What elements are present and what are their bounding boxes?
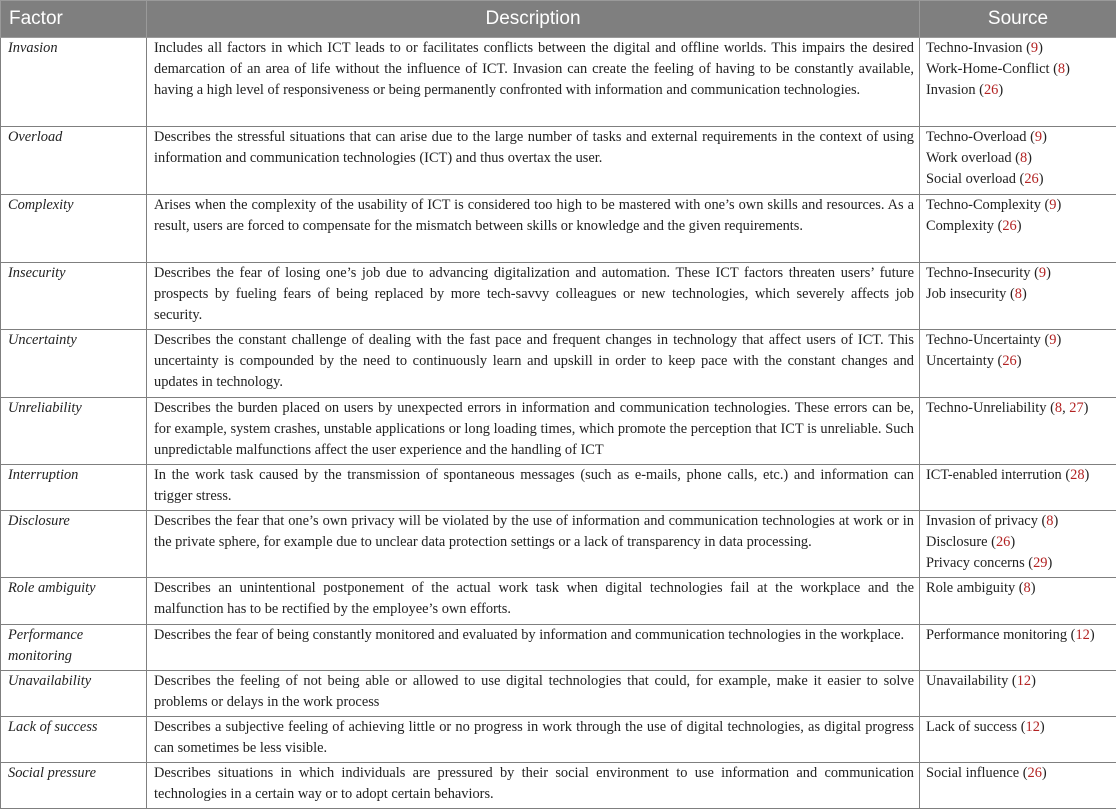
source-name: Invasion of privacy — [926, 513, 1038, 529]
source-cell — [920, 330, 1116, 398]
source-name: Techno-Complexity — [926, 197, 1041, 213]
factor-cell: Disclosure — [1, 511, 147, 578]
factor-cell: Insecurity — [1, 263, 147, 330]
source-entry: Work overload (8) — [926, 150, 1032, 167]
source-name: Unavailability — [926, 673, 1009, 689]
reference-link[interactable]: 12 — [1016, 673, 1032, 689]
description-cell: Describes the burden placed on users by unexpected errors in information and communication technologies. These errors can be, for example, system crashes, unstable applications or long loading times, which promote the perception that ICT is unreliable. Such unpredictable malfunctions affect the user experience and the handling of ICT — [147, 398, 920, 465]
source-entry: Techno-Invasion (9) — [926, 40, 1043, 56]
factor-cell: Interruption — [1, 465, 147, 511]
description-cell: Describes the stressful situations that can arise due to the large number of tasks and external requirements in the context of using information and communication technologies (ICT) and thus overtax the user. — [147, 127, 920, 195]
reference-link[interactable]: 8 — [1014, 286, 1022, 303]
factor-cell: Role ambiguity — [1, 578, 147, 625]
source-entry: Social influence (26) — [926, 765, 1047, 781]
source-name: Techno-Overload — [926, 129, 1027, 145]
source-name: Techno-Insecurity — [926, 265, 1031, 281]
source-name: Work-Home-Conflict — [926, 61, 1050, 78]
description-cell: Describes the constant challenge of dealing with the fast pace and frequent changes in technology that affect users of ICT. This uncertainty is compounded by the need to continuously learn and upskill in order to keep pace with the constant changes and updates in technology. — [147, 330, 920, 398]
table-row — [1, 511, 1116, 578]
source-cell — [920, 763, 1116, 809]
table-row — [1, 717, 1116, 763]
factor-cell: Social pressure — [1, 763, 147, 809]
factor-cell: Performance monitoring — [1, 625, 147, 671]
table-row — [1, 763, 1116, 809]
source-cell — [920, 465, 1116, 511]
description-cell: Includes all factors in which ICT leads to or facilitates conflicts between the digital and offline worlds. This impairs the desired demarcation of an area of life without the influence of ICT. Invasion can create the feeling of having to be constantly available, having a high level of responsiveness or being permanently confronted with information and communication technologies. — [147, 38, 920, 127]
source-cell — [920, 195, 1116, 263]
reference-link[interactable]: 26 — [1002, 218, 1017, 235]
table-row — [1, 625, 1116, 671]
source-entry: Uncertainty (26) — [926, 353, 1022, 370]
description-cell: Describes an unintentional postponement of the actual work task when digital technologies fail at the workplace and the malfunction has to be rectified by the employee’s own efforts. — [147, 578, 920, 625]
factor-cell: Overload — [1, 127, 147, 195]
column-header-source: Source — [920, 1, 1116, 38]
source-entry: Lack of success (12) — [926, 719, 1045, 735]
source-entry: Complexity (26) — [926, 218, 1022, 235]
source-entry: ICT-enabled interrution (28) — [926, 467, 1090, 483]
reference-link[interactable]: 8 — [1023, 580, 1031, 596]
source-entry: Privacy concerns (29) — [926, 555, 1053, 572]
table-row — [1, 398, 1116, 465]
source-cell — [920, 127, 1116, 195]
factor-cell: Unreliability — [1, 398, 147, 465]
table-row — [1, 38, 1116, 127]
reference-link[interactable]: 8 — [1054, 400, 1063, 416]
source-name: Techno-Uncertainty — [926, 332, 1041, 348]
source-name: Privacy concerns — [926, 555, 1025, 572]
reference-link[interactable]: 26 — [983, 82, 999, 99]
column-header-description: Description — [147, 1, 920, 38]
source-name: Uncertainty — [926, 353, 994, 370]
source-cell — [920, 511, 1116, 578]
source-entry: Techno-Unreliability (8, 27) — [926, 400, 1089, 416]
source-name: Performance monitoring — [926, 627, 1068, 643]
table-header-row — [1, 1, 1116, 38]
reference-link[interactable]: 26 — [1002, 353, 1017, 370]
source-cell — [920, 717, 1116, 763]
table-row — [1, 127, 1116, 195]
source-name: Work overload — [926, 150, 1012, 167]
source-entry: Techno-Overload (9) — [926, 129, 1047, 145]
source-cell — [920, 625, 1116, 671]
source-entry: Techno-Insecurity (9) — [926, 265, 1051, 281]
description-cell: Describes the fear of losing one’s job due to advancing digitalization and automation. These ICT factors threaten users’ future prospects by fueling fears of being replaced by more tech-savvy colleagues or new technologies, which severely affects job security. — [147, 263, 920, 330]
source-name: Techno-Unreliability — [926, 400, 1047, 416]
source-entry: Disclosure (26) — [926, 534, 1016, 551]
table-row — [1, 195, 1116, 263]
reference-link[interactable]: 12 — [1075, 627, 1090, 643]
reference-link[interactable]: 26 — [1027, 765, 1042, 781]
source-name: Social influence — [926, 765, 1020, 781]
source-name: ICT-enabled interrution — [926, 467, 1062, 483]
reference-link[interactable]: 9 — [1034, 129, 1043, 145]
factor-cell: Uncertainty — [1, 330, 147, 398]
reference-link[interactable]: 8 — [1019, 150, 1028, 167]
description-cell: Arises when the complexity of the usability of ICT is considered too high to be mastered with one’s own skills and resources. As a result, users are forced to compensate for the mismatch between skills or knowledge and the given requirements. — [147, 195, 920, 263]
source-entry: Techno-Complexity (9) — [926, 197, 1062, 213]
source-entry: Unavailability (12) — [926, 673, 1036, 689]
table-body — [1, 38, 1116, 809]
source-entry: Job insecurity (8) — [926, 286, 1027, 303]
source-entry: Invasion of privacy (8) — [926, 513, 1059, 529]
source-name: Techno-Invasion — [926, 40, 1023, 56]
source-cell — [920, 38, 1116, 127]
description-cell: Describes the feeling of not being able or allowed to use digital technologies that could, for example, make it easier to solve problems or delays in the work process — [147, 671, 920, 717]
source-cell — [920, 398, 1116, 465]
reference-link[interactable]: 28 — [1070, 467, 1085, 483]
source-entry: Social overload (26) — [926, 171, 1044, 188]
source-cell — [920, 578, 1116, 625]
description-cell: Describes situations in which individuals are pressured by their social environment to use information and communication technologies in a certain way or to adopt certain behaviors. — [147, 763, 920, 809]
table-row — [1, 465, 1116, 511]
column-header-factor: Factor — [1, 1, 147, 38]
source-name: Role ambiguity — [926, 580, 1016, 596]
source-name: Disclosure — [926, 534, 988, 551]
reference-link[interactable]: 9 — [1038, 265, 1047, 281]
reference-link[interactable]: 12 — [1025, 719, 1040, 735]
reference-link[interactable]: 29 — [1033, 555, 1048, 572]
table-row — [1, 578, 1116, 625]
source-entry: Performance monitoring (12) — [926, 627, 1095, 643]
source-cell — [920, 671, 1116, 717]
source-entry: Role ambiguity (8) — [926, 580, 1036, 596]
table-row — [1, 263, 1116, 330]
reference-link[interactable]: 27 — [1069, 400, 1084, 416]
reference-link[interactable]: 8 — [1057, 61, 1066, 78]
description-cell: Describes the fear of being constantly monitored and evaluated by information and communication technologies in the workplace. — [147, 625, 920, 671]
reference-link[interactable]: 26 — [995, 534, 1011, 551]
source-name: Complexity — [926, 218, 994, 235]
source-entry: Invasion (26) — [926, 82, 1004, 99]
factor-cell: Complexity — [1, 195, 147, 263]
source-name: Lack of success — [926, 719, 1018, 735]
source-entry: Work-Home-Conflict (8) — [926, 61, 1070, 78]
source-entry: Techno-Uncertainty (9) — [926, 332, 1062, 348]
source-name: Invasion — [926, 82, 976, 99]
description-cell: In the work task caused by the transmission of spontaneous messages (such as e-mails, phone calls, etc.) and information can trigger stress. — [147, 465, 920, 511]
reference-link[interactable]: 8 — [1046, 513, 1054, 529]
source-name: Job insecurity — [926, 286, 1007, 303]
description-cell: Describes a subjective feeling of achieving little or no progress in work through the use of digital technologies, as digital progress can sometimes be less visible. — [147, 717, 920, 763]
table-row — [1, 671, 1116, 717]
reference-link[interactable]: 9 — [1049, 197, 1057, 213]
reference-link[interactable]: 9 — [1030, 40, 1039, 56]
factor-cell: Invasion — [1, 38, 147, 127]
factor-cell: Unavailability — [1, 671, 147, 717]
table-row — [1, 330, 1116, 398]
description-cell: Describes the fear that one’s own privacy will be violated by the use of information and communication technologies at work or in the private sphere, for example due to unclear data protection settings or a lack of transparency in data processing. — [147, 511, 920, 578]
factor-cell: Lack of success — [1, 717, 147, 763]
source-cell — [920, 263, 1116, 330]
source-name: Social overload — [926, 171, 1016, 188]
reference-link[interactable]: 9 — [1049, 332, 1057, 348]
reference-link[interactable]: 26 — [1024, 171, 1039, 188]
